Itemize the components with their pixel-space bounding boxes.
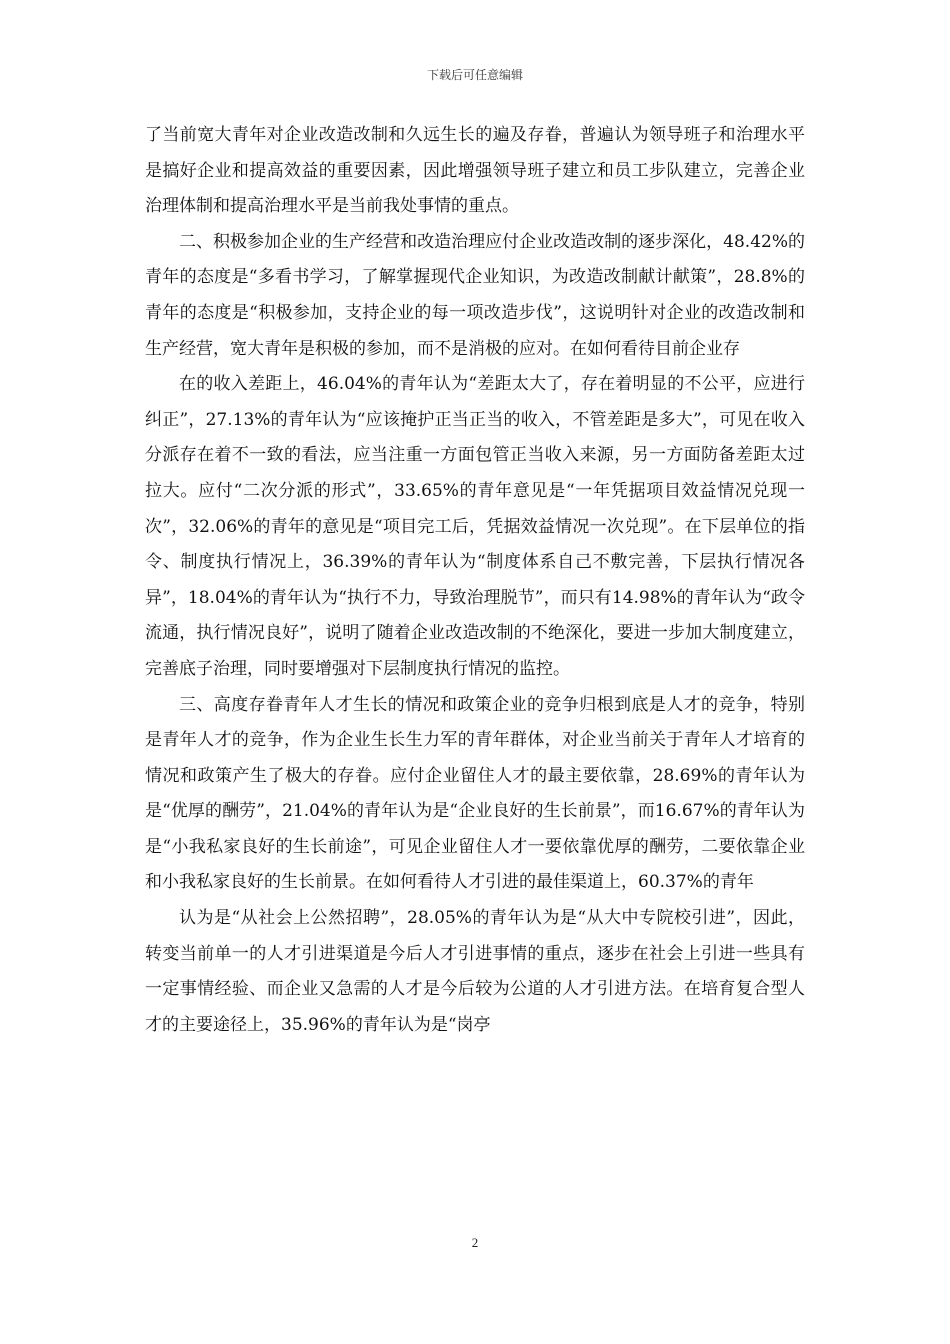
- paragraph-1: 了当前宽大青年对企业改造改制和久远生长的遍及存眷，普遍认为领导班子和治理水平是搞好企业和提高效益的重要因素，因此增强领导班子建立和员工步队建立，完善企业治理体制和提高治理水平是当前我处事情的重点。: [145, 125, 805, 217]
- paragraph-4: 三、高度存眷青年人才生长的情况和政策企业的竞争归根到底是人才的竞争，特别是青年人才的竞争，作为企业生长生力军的青年群体，对企业当前关于青年人才培育的情况和政策产生了极大的存眷。应付企业留住人才的最主要依靠，28.69%的青年认为是“优厚的酬劳”，21.04%的青年认为是“企业良好的生长前景”，而16.67%的青年认为是“小我私家良好的生长前途”，可见企业留住人才一要依靠优厚的酬劳，二要依靠企业和小我私家良好的生长前景。在如何看待人才引进的最佳渠道上，60.37%的青年: [145, 694, 805, 893]
- paragraph-2: 二、积极参加企业的生产经营和改造治理应付企业改造改制的逐步深化，48.42%的青年的态度是“多看书学习，了解掌握现代企业知识，为改造改制献计献策”，28.8%的青年的态度是“积极参加，支持企业的每一项改造步伐”，这说明针对企业的改造改制和生产经营，宽大青年是积极的参加，而不是消极的应对。在如何看待目前企业存: [145, 231, 805, 359]
- page-number: 2: [471, 1235, 479, 1250]
- page-header: 下载后可任意编辑: [426, 68, 523, 82]
- paragraph-3: 在的收入差距上，46.04%的青年认为“差距太大了，存在着明显的不公平，应进行纠正”，27.13%的青年认为“应该掩护正当正当的收入，不管差距是多大”，可见在收入分派存在着不一致的看法，应当注重一方面包管正当收入来源，另一方面防备差距太过拉大。应付“二次分派的形式”，33.65%的青年意见是“一年凭据项目效益情况兑现一次”，32.06%的青年的意见是“项目完工后，凭据效益情况一次兑现”。在下层单位的指令、制度执行情况上，36.39%的青年认为“制度体系自己不敷完善，下层执行情况各异”，18.04%的青年认为“执行不力，导致治理脱节”，而只有14.98%的青年认为“政令流通，执行情况良好”，说明了随着企业改造改制的不绝深化，要进一步加大制度建立，完善底子治理，同时要增强对下层制度执行情况的监控。: [145, 374, 805, 679]
- paragraph-5: 认为是“从社会上公然招聘”，28.05%的青年认为是“从大中专院校引进”，因此，转变当前单一的人才引进渠道是今后人才引进事情的重点，逐步在社会上引进一些具有一定事情经验、而企业又急需的人才是今后较为公道的人才引进方法。在培育复合型人才的主要途径上，35.96%的青年认为是“岗亭: [145, 908, 805, 1035]
- document-body: [145, 118, 805, 1043]
